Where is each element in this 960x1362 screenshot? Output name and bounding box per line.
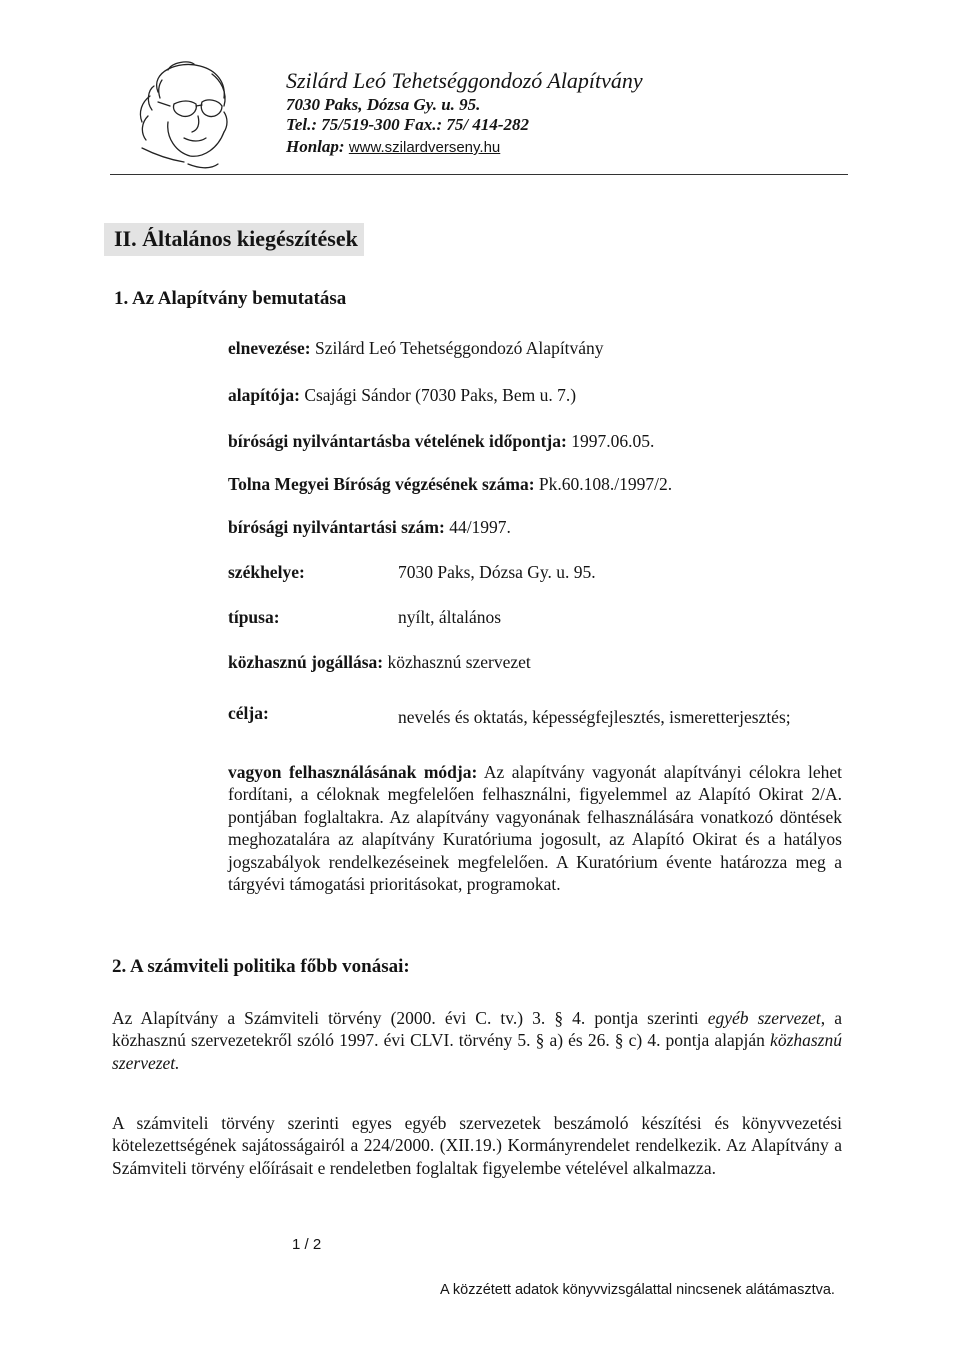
org-address: 7030 Paks, Dózsa Gy. u. 95. (286, 95, 481, 114)
field-founder (228, 383, 576, 407)
accounting-paragraph-2: A számviteli törvény szerinti egyes egyéb szervezetek beszámoló készítési és könyvvezetési kötelezettségének sajátosságairól a 224/2000. (XII.19.) Kormányrendelet rendelkezik. Az Alapítvány a Számviteli törvény előírásait e rendeletben foglaltak figyelembe vételével alkalmazza. (112, 1113, 842, 1178)
portrait-sketch-logo (128, 52, 248, 180)
fax-number: 75/ 414-282 (446, 115, 530, 134)
field-seat-label (228, 560, 305, 584)
field-value: 1997.06.05. (571, 431, 655, 451)
field-type-label (228, 605, 280, 629)
web-link[interactable]: www.szilardverseny.hu (348, 139, 501, 156)
org-name: Szilárd Leó Tehetséggondozó Alapítvány (286, 68, 643, 93)
part2-heading: 2. A számviteli politika főbb vonásai: (112, 956, 410, 977)
part1-heading: 1. Az Alapítvány bemutatása (114, 288, 347, 309)
italic-run: egyéb szervezet (707, 1008, 821, 1028)
footer-note: A közzétett adatok könyvvizsgálattal nincsenek alátámasztva. (440, 1282, 835, 1298)
field-value: Csajági Sándor (7030 Paks, Bem u. 7.) (304, 385, 577, 405)
accounting-paragraph-1 (112, 1007, 842, 1074)
field-registration-date (228, 429, 654, 453)
field-label: típusa: (228, 607, 280, 627)
field-value: Pk.60.108./1997/2. (538, 474, 673, 494)
field-label: Tolna Megyei Bíróság végzésének száma: (228, 474, 535, 494)
field-value: 44/1997. (449, 517, 511, 537)
field-label: elnevezése: (228, 338, 311, 358)
header-divider (110, 174, 848, 175)
text-run: , a közhasznú szervezetekről szóló 1997. évi CLVI. törvény 5. § a) és 26. § c) 4. pontja alapján (112, 1008, 843, 1051)
field-type-value: nyílt, általános (398, 607, 502, 627)
field-label: bírósági nyilvántartási szám: (228, 517, 445, 537)
field-value: közhasznú szervezet (387, 652, 531, 672)
field-goal-label (228, 701, 269, 725)
field-seat-value: 7030 Paks, Dózsa Gy. u. 95. (398, 562, 596, 582)
contact-line (286, 114, 529, 136)
field-label: székhelye: (228, 562, 305, 582)
field-public-benefit (228, 650, 531, 674)
field-label: közhasznú jogállása: (228, 652, 384, 672)
field-goal-value: nevelés és oktatás, képességfejlesztés, ismeretterjesztés; (398, 707, 791, 727)
field-label: alapítója: (228, 385, 300, 405)
tel-label: Tel.: (286, 115, 318, 134)
field-label: célja: (228, 703, 269, 723)
italic-run: közhasznú szervezet. (112, 1030, 842, 1073)
asset-use-label: vagyon felhasználásának módja: (228, 762, 478, 782)
tel-number: 75/519-300 (321, 115, 400, 134)
section-title: II. Általános kiegészítések (104, 223, 364, 256)
page-number: 1 / 2 (292, 1236, 322, 1253)
field-name (228, 336, 604, 360)
asset-use-text: Az alapítvány vagyonát alapítványi célokra lehet fordítani, a céloknak megfelelően felhasználni, figyelemmel az Alapító Okirat 2/A. pontjában foglaltakra. Az alapítvány vagyonának felhasználására vonatkozó döntések meghozatalára az alapítvány Kuratóriuma jogosult, az Alapító Okirat és a hatályos jogszabályok rendelkezéseinek megfelelően. A Kuratórium évente határozza meg a tárgyévi támogatási prioritásokat, programokat. (228, 762, 842, 895)
field-value: Szilárd Leó Tehetséggondozó Alapítvány (314, 338, 604, 358)
field-label: bírósági nyilvántartásba vételének időpontja: (228, 431, 567, 451)
web-line (286, 136, 500, 159)
text-run: Az Alapítvány a Számviteli törvény (2000. évi C. tv.) 3. § 4. pontja szerinti (112, 1008, 699, 1028)
web-label: Honlap: (286, 137, 345, 156)
field-court-order (228, 472, 672, 496)
field-registry-number (228, 515, 511, 539)
asset-use-paragraph (228, 761, 842, 895)
fax-label: Fax.: (403, 115, 443, 134)
